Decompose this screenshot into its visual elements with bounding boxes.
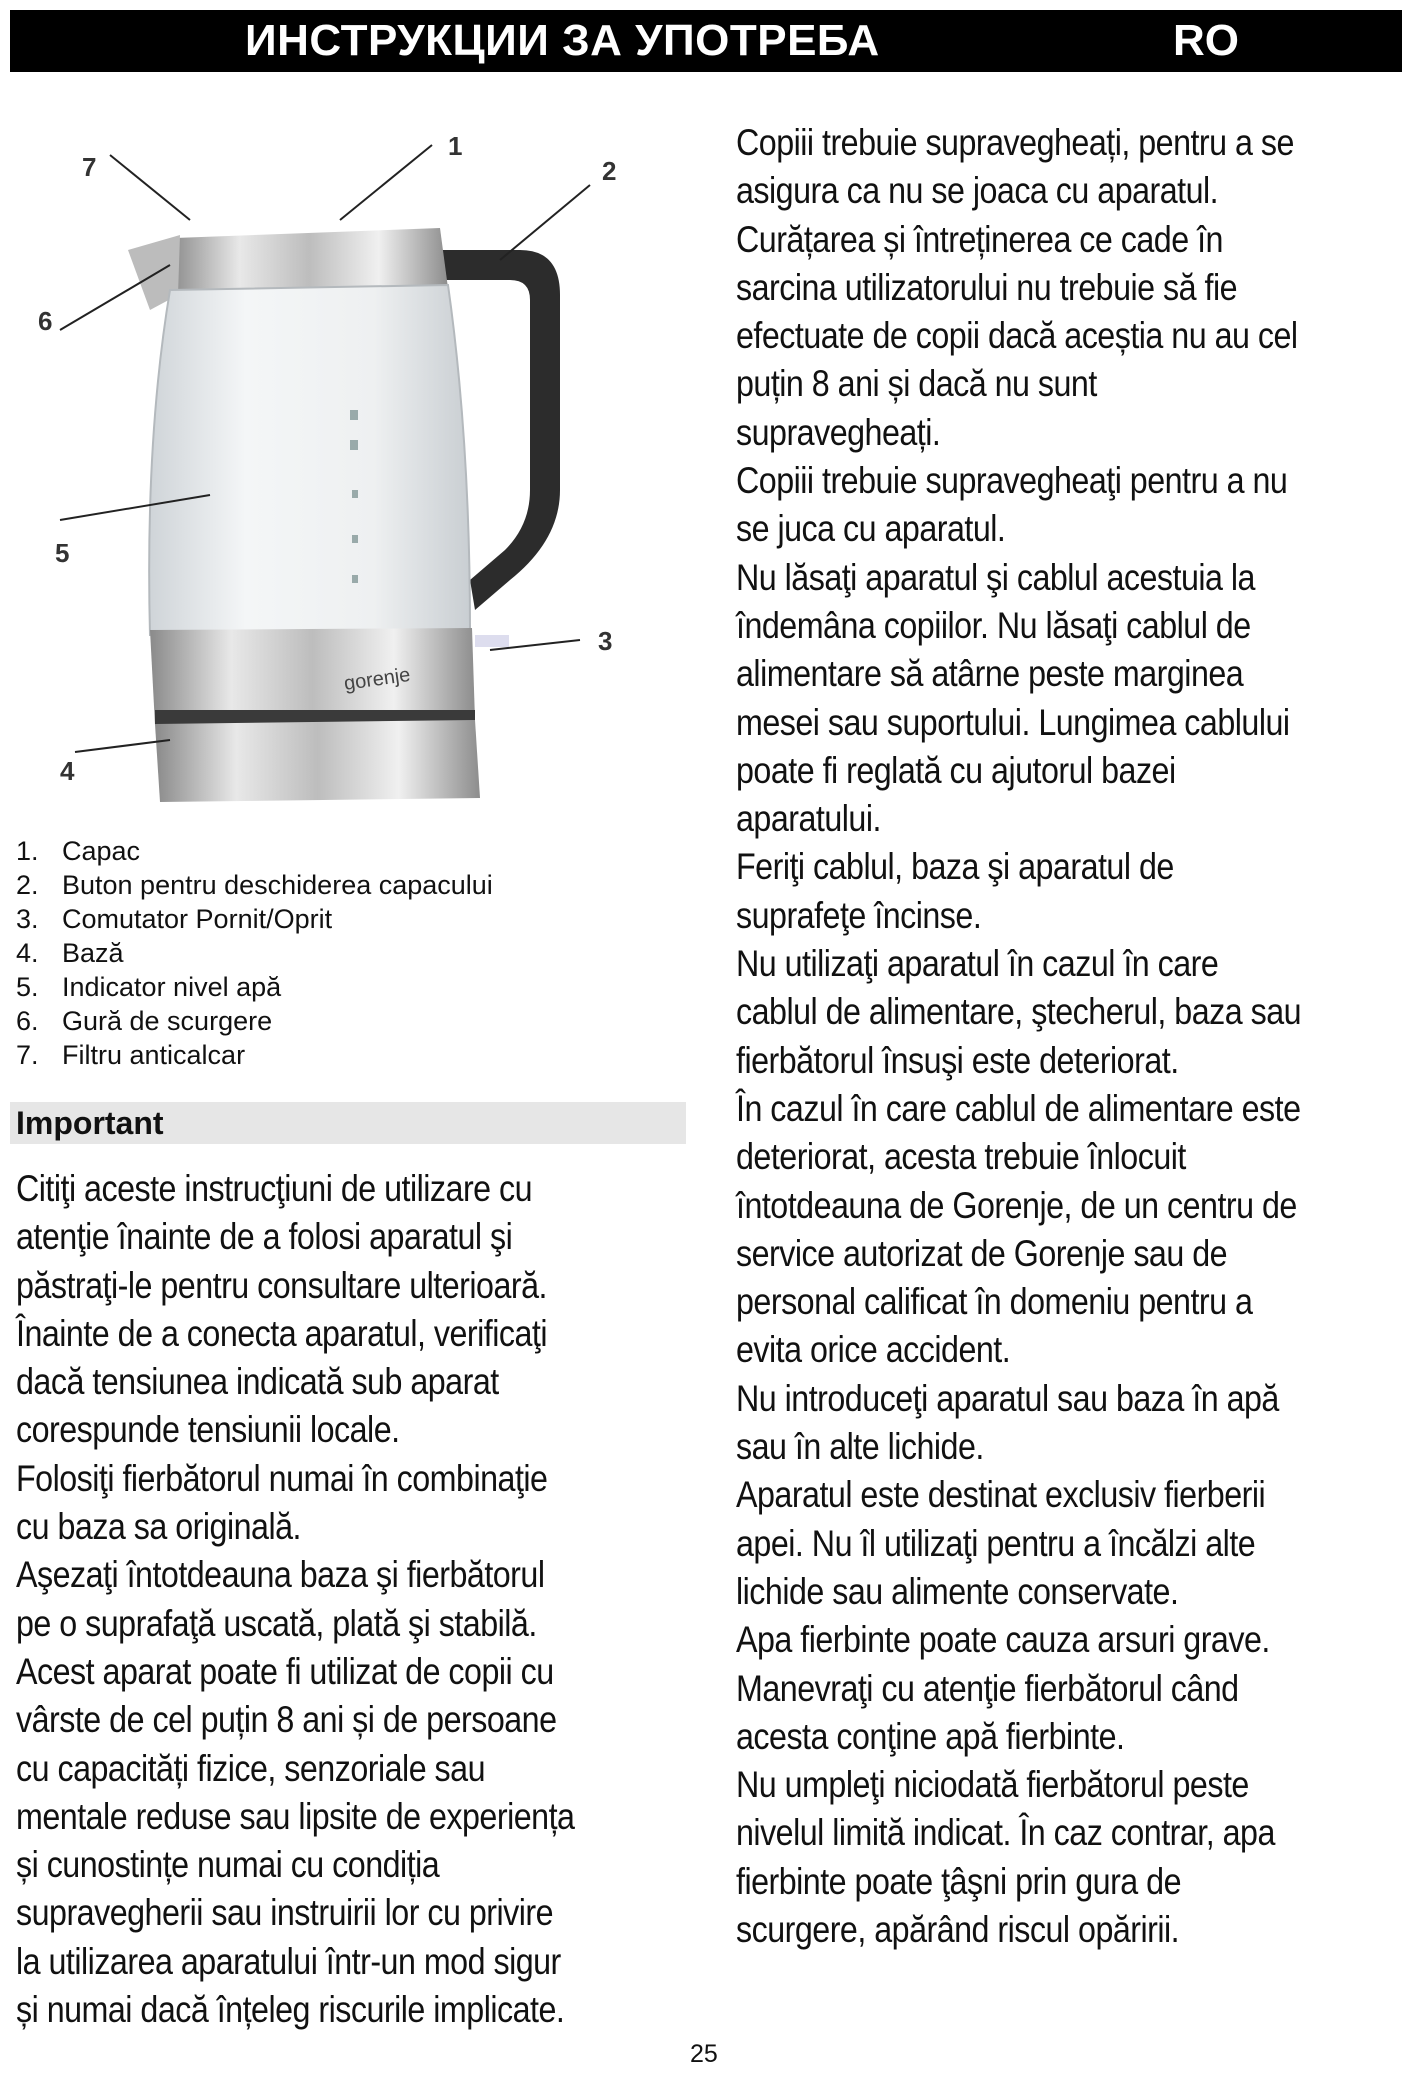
important-text (16, 1164, 574, 2033)
text-line: Copiii trebuie supravegheați, pentru a se (736, 121, 1294, 163)
callout-3: 3 (598, 626, 613, 656)
page-number: 25 (690, 2040, 718, 2068)
part-number: 6. (16, 1006, 39, 1036)
level-mark (350, 440, 358, 450)
text-line: lichide sau alimente conservate. (736, 1569, 1179, 1612)
text-line: sarcina utilizatorului nu trebuie să fie (736, 265, 1238, 308)
text-line: alimentare să atârne peste marginea (736, 652, 1244, 695)
brand-logo: gorenje (342, 663, 412, 695)
text-line: supravegherii sau instruirii lor cu privire (16, 1891, 554, 1934)
text-line: păstraţi-le pentru consultare ulterioară. (16, 1263, 547, 1306)
list-item (16, 868, 676, 902)
part-label: Buton pentru deschiderea capacului (62, 870, 493, 900)
list-item (16, 936, 676, 970)
text-line: Înainte de a conecta aparatul, verificaţi (16, 1311, 548, 1354)
list-item (16, 970, 676, 1004)
text-line: Aşezaţi întotdeauna baza şi fierbătorul (16, 1553, 545, 1596)
glass-body (149, 285, 470, 635)
text-line: Nu umpleţi niciodată fierbătorul peste (736, 1763, 1249, 1806)
part-number: 3. (16, 904, 39, 934)
text-line: corespunde tensiunii locale. (16, 1408, 400, 1451)
text-line: evita orice accident. (736, 1328, 1011, 1371)
header-title: ИНСТРУКЦИИ ЗА УПОТРЕБА (245, 16, 880, 65)
text-line: supravegheați. (736, 410, 941, 453)
level-mark (352, 575, 358, 583)
text-line: aparatului. (736, 797, 881, 840)
part-number: 5. (16, 972, 39, 1002)
text-line: sau în alte lichide. (736, 1425, 984, 1468)
text-line: În cazul în care cablul de alimentare este (736, 1086, 1301, 1129)
text-line: îndemâna copiilor. Nu lăsaţi cablul de (736, 603, 1251, 646)
text-line: personal calificat în domeniu pentru a (736, 1280, 1253, 1323)
text-line: service autorizat de Gorenje sau de (736, 1231, 1228, 1274)
base (155, 720, 480, 802)
list-item (16, 834, 676, 868)
text-line: vârste de cel puțin 8 ani și de persoane (16, 1698, 557, 1741)
text-line: mentale reduse sau lipsite de experiența (16, 1794, 575, 1837)
text-line: Citiţi aceste instrucţiuni de utilizare cu (16, 1167, 533, 1209)
text-line: asigura ca nu se joaca cu aparatul. (736, 169, 1219, 212)
text-line: acesta conţine apă fierbinte. (736, 1714, 1125, 1757)
text-line: scurgere, apărând riscul opăririi. (736, 1907, 1180, 1950)
text-line: efectuate de copii dacă aceștia nu au cel (736, 314, 1298, 357)
text-line: pe o suprafaţă uscată, plată şi stabilă. (16, 1601, 537, 1644)
text-line: deteriorat, acesta trebuie înlocuit (736, 1135, 1186, 1178)
callout-1: 1 (448, 131, 463, 161)
parts-list (16, 834, 676, 1072)
callout-7: 7 (82, 152, 97, 182)
text-line: fierbinte poate ţâşni prin gura de (736, 1859, 1182, 1902)
part-number: 2. (16, 870, 39, 900)
text-line: Copiii trebuie supravegheaţi pentru a nu (736, 459, 1288, 502)
text-line: Acest aparat poate fi utilizat de copii cu (16, 1649, 554, 1692)
list-item (16, 902, 676, 936)
part-label: Gură de scurgere (62, 1006, 273, 1036)
text-line: dacă tensiunea indicată sub aparat (16, 1360, 499, 1403)
text-line: la utilizarea aparatului într-un mod sigur (16, 1939, 561, 1982)
switch (475, 635, 509, 647)
level-mark (352, 535, 358, 543)
text-line: fierbătorul însuşi este deteriorat. (736, 1038, 1179, 1081)
kettle-illustration (20, 110, 680, 825)
text-line: Curățarea și întreținerea ce cade în (736, 217, 1223, 260)
part-label: Indicator nivel apă (62, 972, 282, 1002)
list-item (16, 1004, 676, 1038)
text-line: și numai dacă înțeleg riscurile implicate. (16, 1988, 565, 2031)
text-line: Nu lăsaţi aparatul şi cablul acestuia la (736, 555, 1255, 598)
part-number: 1. (16, 836, 39, 866)
text-line: atenţie înainte de a folosi aparatul şi (16, 1215, 513, 1258)
text-line: Aparatul este destinat exclusiv fierberii (736, 1473, 1266, 1516)
text-line: cu baza sa originală. (16, 1505, 301, 1548)
level-mark (352, 490, 358, 498)
part-label: Filtru anticalcar (62, 1040, 246, 1070)
text-line: Folosiţi fierbătorul numai în combinaţie (16, 1456, 548, 1499)
callout-5: 5 (55, 538, 70, 568)
text-line: Manevraţi cu atenţie fierbătorul când (736, 1666, 1239, 1709)
part-label: Comutator Pornit/Oprit (62, 904, 333, 934)
callout-6: 6 (38, 306, 53, 336)
important-heading: Important (10, 1102, 686, 1144)
text-line: suprafeţe încinse. (736, 893, 982, 936)
text-line: cablul de alimentare, ştecherul, baza sau (736, 990, 1302, 1033)
text-line: întotdeauna de Gorenje, de un centru de (736, 1183, 1297, 1226)
callout-2: 2 (602, 156, 617, 186)
part-number: 7. (16, 1040, 39, 1070)
text-line: mesei sau suportului. Lungimea cablului (736, 700, 1290, 743)
level-mark (350, 410, 358, 420)
text-line: se juca cu aparatul. (736, 507, 1006, 550)
lid-rim (170, 228, 448, 292)
text-line: Nu introduceţi aparatul sau baza în apă (736, 1376, 1279, 1419)
part-label: Bază (62, 938, 124, 968)
text-line: poate fi reglată cu ajutorul bazei (736, 748, 1176, 791)
text-line: cu capacități fizice, senzoriale sau (16, 1746, 486, 1789)
page-header (10, 10, 1402, 72)
safety-text (736, 118, 1301, 1953)
text-line: apei. Nu îl utilizaţi pentru a încălzi alte (736, 1521, 1256, 1564)
text-line: Apa fierbinte poate cauza arsuri grave. (736, 1618, 1270, 1661)
kettle-diagram (20, 110, 680, 825)
text-line: Feriţi cablul, baza şi aparatul de (736, 845, 1174, 888)
text-line: puțin 8 ani și dacă nu sunt (736, 362, 1097, 405)
text-line: nivelul limită indicat. În caz contrar, apa (736, 1811, 1275, 1854)
part-number: 4. (16, 938, 39, 968)
language-code: RO (1173, 16, 1239, 65)
text-line: Nu utilizaţi aparatul în cazul în care (736, 942, 1219, 985)
list-item (16, 1038, 676, 1072)
callout-4: 4 (60, 756, 75, 786)
part-label: Capac (62, 836, 141, 866)
text-line: și cunostințe numai cu condiția (16, 1843, 440, 1886)
